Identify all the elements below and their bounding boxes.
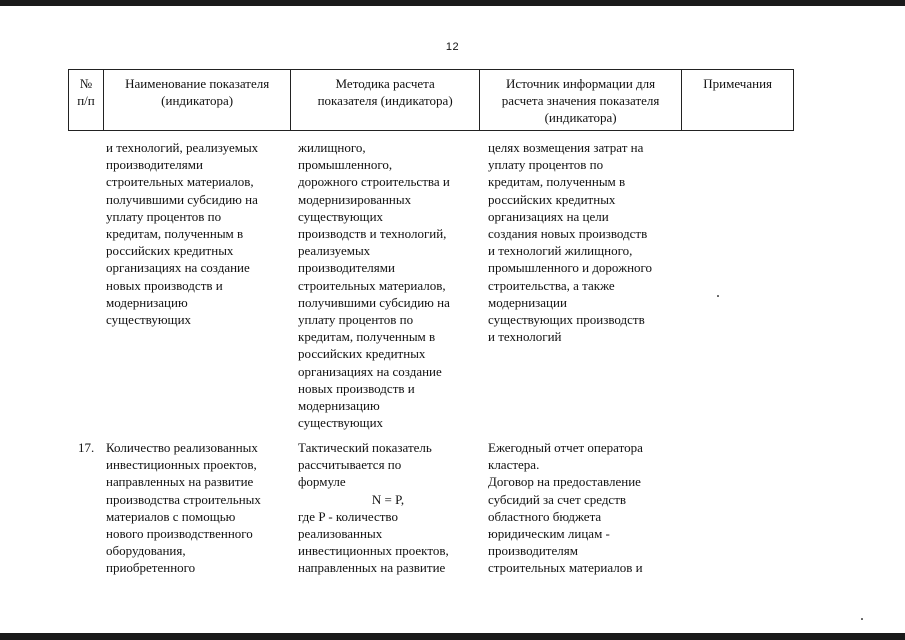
text-line: нового производственного — [106, 526, 253, 542]
text-line: организациях на цели — [488, 208, 609, 224]
text-line: производителям — [488, 543, 578, 559]
text-line: инвестиционных проектов, — [106, 457, 257, 473]
text-line: строительства, а также — [488, 277, 615, 293]
header-source-col — [480, 70, 682, 130]
text-line: уплату процентов по — [488, 157, 604, 173]
header-text: (индикатора) — [544, 110, 617, 125]
text-line: производств и технологий, — [298, 226, 447, 242]
text-line: формуле — [298, 474, 346, 490]
text-line: организациях на создание — [298, 363, 442, 379]
header-text: Методика расчета — [335, 76, 435, 91]
text-line: промышленного и дорожного — [488, 260, 653, 276]
header-text: Источник информации для — [506, 76, 656, 91]
text-line: существующих — [298, 415, 384, 431]
text-line: оборудования, — [106, 543, 186, 559]
row-continued-name — [106, 139, 258, 328]
header-text: № — [79, 76, 93, 91]
scan-edge-bottom — [0, 633, 905, 640]
scan-speck — [861, 618, 863, 620]
header-text: расчета значения показателя — [501, 93, 660, 108]
text-line: производителями — [298, 260, 395, 276]
text-line: строительных материалов, — [106, 174, 254, 190]
text-line: реализуемых — [298, 243, 371, 259]
text-line: инвестиционных проектов, — [298, 543, 449, 559]
formula: N = P, — [371, 491, 405, 507]
text-line: кредитам, полученным в — [488, 174, 626, 190]
text-line: и технологий жилищного, — [488, 243, 633, 259]
text-line: существующих — [106, 312, 192, 328]
text-line: кредитам, полученным в — [298, 329, 436, 345]
text-line: кластера. — [488, 457, 540, 473]
header-indicator-name-col — [104, 70, 291, 130]
text-line: новых производств и — [106, 277, 223, 293]
text-line: направленных на развитие — [106, 474, 254, 490]
text-line: Ежегодный отчет оператора — [488, 440, 643, 455]
text-line: целях возмещения затрат на — [488, 140, 644, 155]
header-text: (индикатора) — [161, 93, 234, 108]
text-line: модернизацию — [298, 398, 380, 414]
text-line: областного бюджета — [488, 508, 602, 524]
text-line: приобретенного — [106, 560, 196, 576]
text-line: производителями — [106, 157, 203, 173]
scan-edge-top — [0, 0, 905, 6]
text-line: уплату процентов по — [106, 208, 222, 224]
text-line: материалов с помощью — [106, 508, 236, 524]
text-line: получившими субсидию на — [106, 191, 258, 207]
text-line: рассчитывается по — [298, 457, 402, 473]
row-number: 17. — [78, 440, 95, 455]
text-line: строительных материалов, — [298, 277, 446, 293]
text-line: промышленного, — [298, 157, 393, 173]
text-line: юридическим лицам - — [488, 526, 610, 542]
header-text: Примечания — [703, 76, 773, 91]
row-continued-source — [488, 139, 652, 345]
row-17-method — [298, 439, 478, 577]
header-text: Наименование показателя — [125, 76, 270, 91]
text-line: кредитам, полученным в — [106, 226, 244, 242]
text-line: и технологий — [488, 329, 562, 345]
header-text: показателя (индикатора) — [317, 93, 453, 108]
text-line: создания новых производств — [488, 226, 648, 242]
text-line: российских кредитных — [488, 191, 616, 207]
text-line: направленных на развитие — [298, 560, 446, 576]
scan-speck — [717, 295, 719, 297]
page-number: 12 — [445, 41, 460, 53]
text-line: Количество реализованных — [106, 440, 258, 455]
text-line: уплату процентов по — [298, 312, 414, 328]
text-line: модернизированных — [298, 191, 412, 207]
text-line: организациях на создание — [106, 260, 250, 276]
text-line: субсидий за счет средств — [488, 491, 627, 507]
header-text: п/п — [77, 93, 95, 108]
text-line: реализованных — [298, 526, 383, 542]
text-line: Тактический показатель — [298, 440, 432, 455]
header-notes-col — [682, 70, 793, 130]
row-continued-method — [298, 139, 450, 431]
text-line: российских кредитных — [298, 346, 426, 362]
text-line: получившими субсидию на — [298, 294, 450, 310]
row-17-source — [488, 439, 643, 577]
text-line: модернизации — [488, 294, 567, 310]
text-line: производства строительных — [106, 491, 261, 507]
header-method-col — [291, 70, 479, 130]
row-17-name — [106, 439, 261, 577]
text-line: строительных материалов и — [488, 560, 643, 576]
text-line: дорожного строительства и — [298, 174, 450, 190]
text-line: существующих — [298, 208, 384, 224]
text-line: российских кредитных — [106, 243, 234, 259]
text-line: жилищного, — [298, 140, 366, 155]
text-line: Договор на предоставление — [488, 474, 641, 490]
text-line: новых производств и — [298, 380, 415, 396]
text-line: где P - количество — [298, 508, 398, 524]
table-header — [68, 69, 794, 131]
text-line: и технологий, реализуемых — [106, 140, 259, 155]
text-line: существующих производств — [488, 312, 645, 328]
text-line: модернизацию — [106, 294, 188, 310]
header-number-col — [69, 70, 104, 130]
